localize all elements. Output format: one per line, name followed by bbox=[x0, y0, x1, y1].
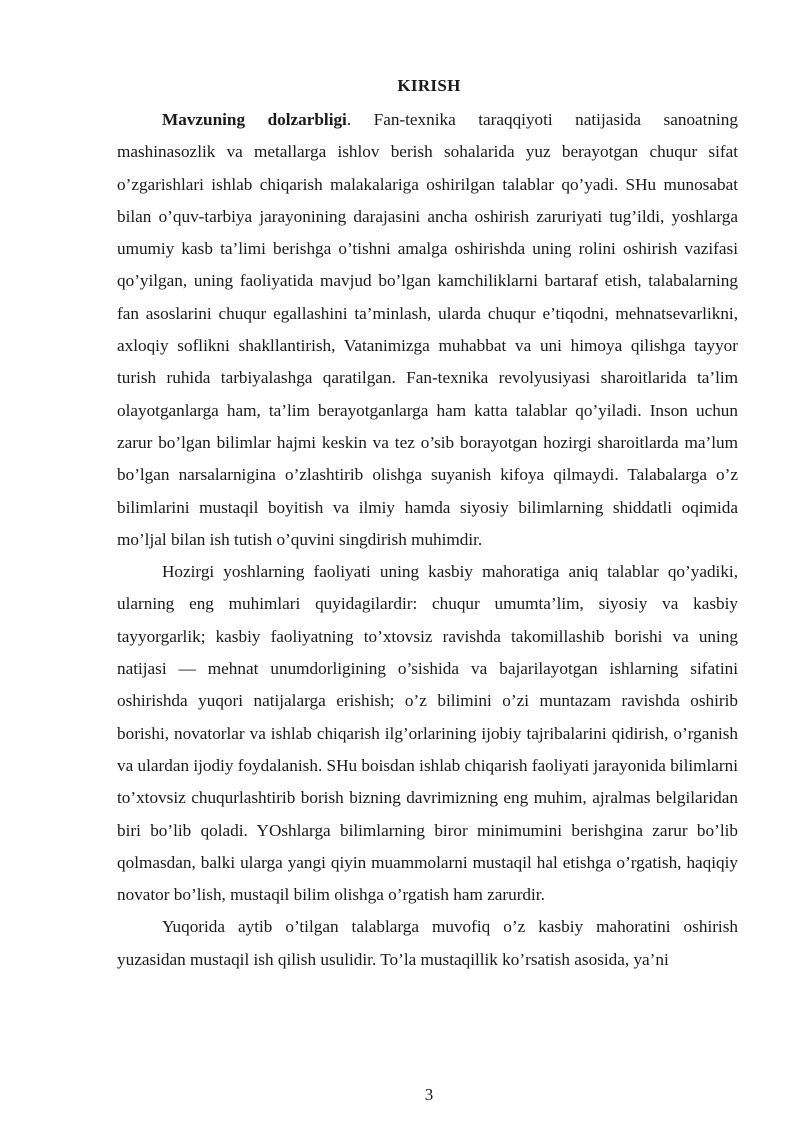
paragraph-3 bbox=[117, 911, 738, 976]
paragraph-text: Yuqorida aytib o’tilgan talablarga muvofiq o’z kasbiy mahoratini oshirish yuzasidan mustaqil ish qilish usulidir. To’la mustaqillik ko’rsatish asosida, ya’ni bbox=[117, 917, 738, 969]
section-heading: KIRISH bbox=[397, 76, 461, 95]
page-number: 3 bbox=[424, 1085, 434, 1104]
paragraph-1 bbox=[117, 104, 738, 556]
paragraph-lead: Mavzuning dolzarbligi bbox=[162, 110, 347, 129]
paragraph-2 bbox=[117, 556, 738, 911]
paragraph-text: . Fan-texnika taraqqiyoti natijasida sanoatning mashinasozlik va metallarga ishlov berish sohalarida yuz berayotgan chuqur sifat o’zgarishlari ishlab chiqarish malakalariga oshirilgan talablar qo’yadi. SHu munosabat bilan o’quv-tarbiya jarayonining darajasini ancha oshirish zaruriyati tug’ildi, yoshlarga umumiy kasb ta’limi berishga o’tishni amalga oshirishda uning rolini oshirish vazifasi qo’yilgan, uning faoliyatida mavjud bo’lgan kamchiliklarni bartaraf etish, talabalarning fan asoslarini chuqur egallashini ta’minlash, ularda chuqur e’tiqodni, mehnatsevarlikni, axloqiy soflikni shakllantirish, Vatanimizga muhabbat va uni himoya qilishga tayyor turish ruhida tarbiyalashga qaratilgan. Fan-texnika revolyusiyasi sharoitlarida ta’lim olayotganlarga ham, ta’lim berayotganlarga ham katta talablar qo’yiladi. Inson uchun zarur bo’lgan bilimlar hajmi keskin va tez o’sib borayotgan hozirgi sharoitlarda ma’lum bo’lgan narsalarnigina o’zlashtirib olishga suyanish kifoya qilmaydi. Talabalarga o’z bilimlarini mustaqil boyitish va ilmiy hamda siyosiy bilimlarning shiddatli oqimida mo’ljal bilan ish tutish o’quvini singdirish muhimdir. bbox=[117, 110, 738, 549]
paragraph-text: Hozirgi yoshlarning faoliyati uning kasbiy mahoratiga aniq talablar qo’yadiki, ularning eng muhimlari quyidagilardir: chuqur umumta’lim, siyosiy va kasbiy tayyorgarlik; kasbiy faoliyatning to’xtovsiz ravishda takomillashib borishi va uning natijasi — mehnat unumdorligining o’sishida va bajarilayotgan ishlarning sifatini oshirishda yuqori natijalarga erishish; o’z bilimini o’zi muntazam ravishda oshirib borishi, novatorlar va ishlab chiqarish ilg’orlarining ijobiy tajribalarini qidirish, o’rganish va ulardan ijodiy foydalanish. SHu boisdan ishlab chiqarish faoliyati jarayonida bilimlarni to’xtovsiz chuqurlashtirib borish bizning davrimizning eng muhim, ajralmas belgilaridan biri bo’lib qoladi. YOshlarga bilimlarning biror minimumini berishgina zarur bo’lib qolmasdan, balki ularga yangi qiyin muammolarni mustaqil hal etishga o’rgatish, haqiqiy novator bo’lish, mustaqil bilim olishga o’rgatish ham zarurdir. bbox=[117, 562, 738, 905]
body-text bbox=[117, 104, 738, 976]
